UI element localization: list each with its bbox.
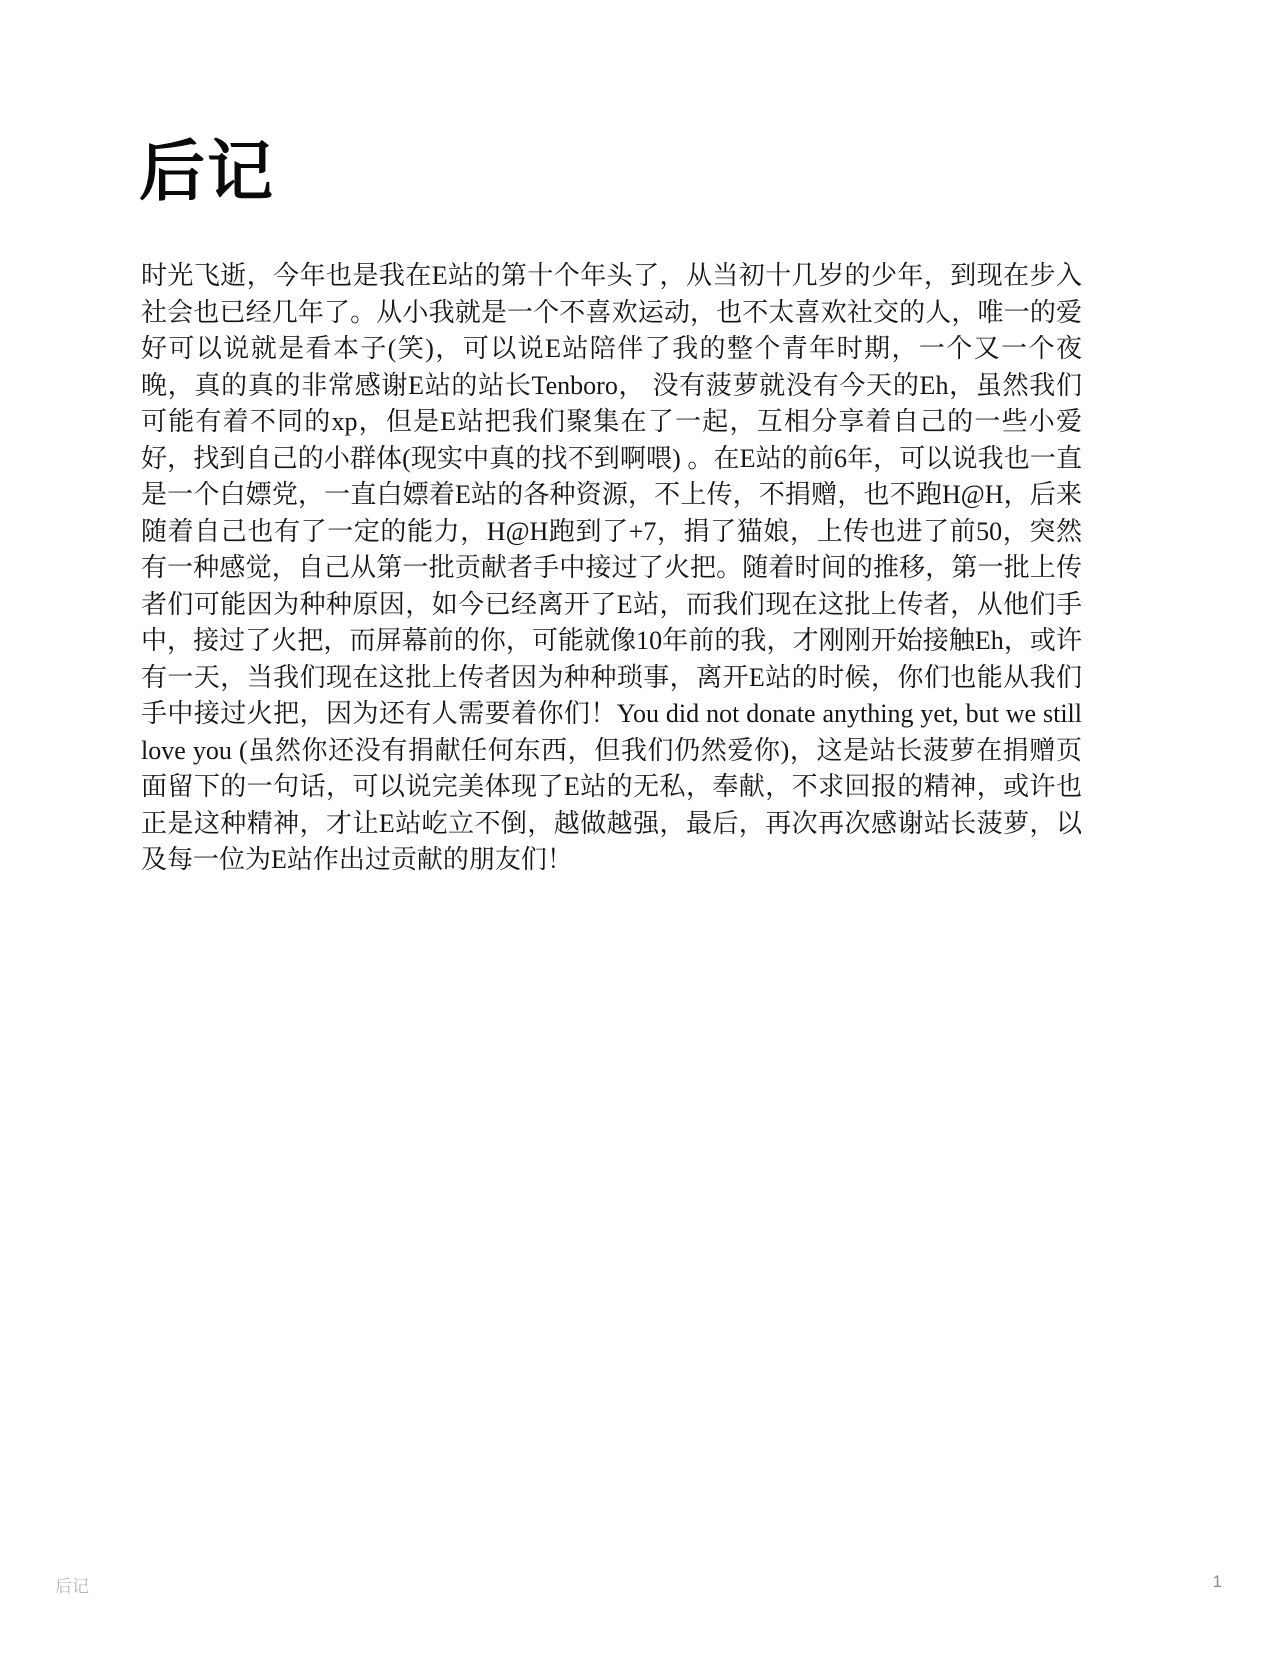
chapter-title: 后记 bbox=[139, 136, 275, 209]
footer-chapter-label: 后记 bbox=[55, 1577, 89, 1596]
page-footer bbox=[0, 1572, 1280, 1596]
body-paragraph: 时光飞逝，今年也是我在E站的第十个年头了，从当初十几岁的少年，到现在步入社会也已经几年了。从小我就是一个不喜欢运动，也不太喜欢社交的人，唯一的爱好可以说就是看本子(笑)，可以说E站陪伴了我的整个青年时期，一个又一个夜晚，真的真的非常感谢E站的站长Tenboro， 没有菠萝就没有今天的Eh，虽然我们可能有着不同的xp，但是E站把我们聚集在了一起，互相分享着自己的一些小爱好，找到自己的小群体(现实中真的找不到啊喂) 。在E站的前6年，可以说我也一直是一个白嫖党，一直白嫖着E站的各种资源，不上传，不捐赠，也不跑H@H，后来随着自己也有了一定的能力，H@H跑到了+7，捐了猫娘，上传也进了前50，突然有一种感觉，自己从第一批贡献者手中接过了火把。随着时间的推移，第一批上传者们可能因为种种原因，如今已经离开了E站，而我们现在这批上传者，从他们手中，接过了火把，而屏幕前的你，可能就像10年前的我，才刚刚开始接触Eh，或许有一天，当我们现在这批上传者因为种种琐事，离开E站的时候，你们也能从我们手中接过火把，因为还有人需要着你们！You did not donate anything yet, but we still love you (虽然你还没有捐献任何东西，但我们仍然爱你)，这是站长菠萝在捐赠页面留下的一句话，可以说完美体现了E站的无私，奉献，不求回报的精神，或许也正是这种精神，才让E站屹立不倒，越做越强，最后，再次再次感谢站长菠萝，以及每一位为E站作出过贡献的朋友们！ bbox=[141, 261, 1082, 874]
footer-page-number: 1 bbox=[1212, 1572, 1222, 1591]
